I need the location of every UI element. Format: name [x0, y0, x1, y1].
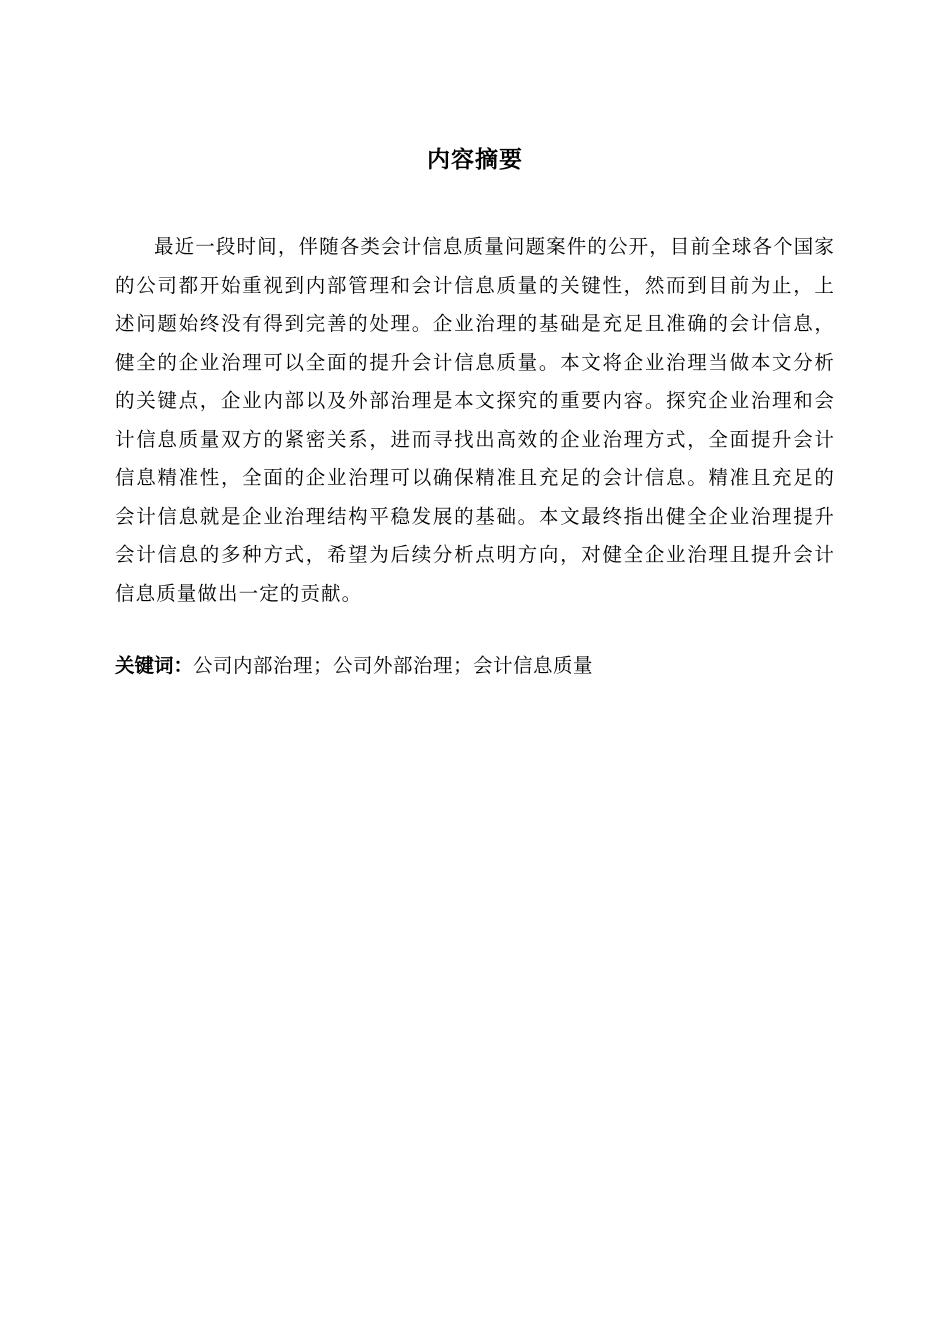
keywords-line [115, 648, 835, 684]
keywords-label: 关键词： [115, 654, 194, 677]
abstract-paragraph: 最近一段时间，伴随各类会计信息质量问题案件的公开，目前全球各个国家的公司都开始重视到内部管理和会计信息质量的关键性，然而到目前为止，上述问题始终没有得到完善的处理。企业治理的基础是充足且准确的会计信息，健全的企业治理可以全面的提升会计信息质量。本文将企业治理当做本文分析的关键点，企业内部以及外部治理是本文探究的重要内容。探究企业治理和会计信息质量双方的紧密关系，进而寻找出高效的企业治理方式，全面提升会计信息精准性，全面的企业治理可以确保精准且充足的会计信息。精准且充足的会计信息就是企业治理结构平稳发展的基础。本文最终指出健全企业治理提升会计信息的多种方式，希望为后续分析点明方向，对健全企业治理且提升会计信息质量做出一定的贡献。 [115, 235, 835, 605]
keywords-text: 公司内部治理；公司外部治理；会计信息质量 [193, 654, 594, 677]
page-title: 内容摘要 [427, 147, 523, 173]
